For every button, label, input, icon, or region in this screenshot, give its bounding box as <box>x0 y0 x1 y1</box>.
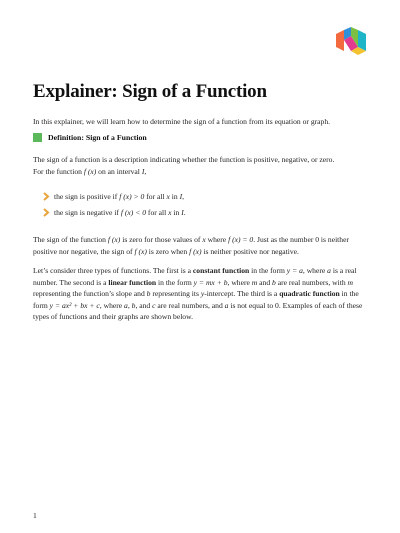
bullet-positive <box>42 192 184 201</box>
math-interval: I <box>141 166 145 176</box>
text: is not equal to 0. Examples of each of these types of functions and their graphs are shown below. <box>33 300 363 322</box>
term-constant-function: constant function <box>192 266 250 275</box>
text: , where <box>302 266 328 275</box>
definition-marker-icon <box>33 133 42 142</box>
text: , where <box>227 277 252 287</box>
definition-line-2-text: on an interval <box>96 166 142 176</box>
text: in the form <box>33 289 359 310</box>
page-title: Explainer: Sign of a Function <box>33 81 267 102</box>
text: , and <box>135 300 153 310</box>
math-inequality: f (x) < 0 <box>120 208 147 217</box>
math-equation: f (x) = 0 <box>228 235 254 244</box>
text: The sign of the function <box>33 235 108 244</box>
intro-paragraph: In this explainer, we will learn how to determine the sign of a function from its equation or graph. <box>33 117 331 126</box>
bullet-text: in <box>169 192 180 201</box>
text: is a real number. The second is a <box>33 266 357 287</box>
math-var: m <box>251 277 258 287</box>
text: are real numbers, and <box>155 300 225 310</box>
text: is neither positive nor negative. <box>201 246 299 256</box>
bullet-negative <box>42 208 186 217</box>
bullet-text: , <box>182 192 185 201</box>
math-var: a <box>124 300 128 310</box>
definition-text <box>33 154 368 177</box>
math-x: x <box>202 235 206 244</box>
math-var: y <box>200 289 205 299</box>
math-var: a <box>224 300 229 310</box>
text: is zero for those values of <box>120 235 203 244</box>
math-var: b <box>272 277 276 287</box>
math-var: c <box>152 300 156 310</box>
math-var: m <box>347 277 354 287</box>
bullet-text: the sign is positive if <box>54 192 120 201</box>
text: are real numbers, with <box>275 277 348 287</box>
math-inequality: f (x) > 0 <box>119 192 145 201</box>
page-number: 1 <box>33 511 37 520</box>
math-interval: I <box>181 208 184 217</box>
text: in the form <box>249 266 287 275</box>
definition-heading-text: Definition: Sign of a Function <box>48 133 147 142</box>
math-equation: y = a <box>286 266 303 275</box>
text: , <box>127 300 132 310</box>
nagwa-logo-icon <box>336 27 366 55</box>
definition-line-2-text: , <box>144 166 147 176</box>
definition-line-2-text: For the function <box>33 166 84 176</box>
math-fx: f (x) <box>134 246 147 256</box>
bullet-text: in <box>171 208 182 217</box>
math-x: x <box>166 192 170 201</box>
text: -intercept. The third is a <box>204 289 280 299</box>
chevron-right-icon <box>42 192 50 201</box>
definition-heading <box>33 133 147 142</box>
math-fx: f (x) <box>189 246 202 256</box>
text: where <box>205 235 229 244</box>
definition-line-1: The sign of a function is a description indicating whether the function is positive, negative, or zero. <box>33 155 335 164</box>
math-equation: y = mx + b <box>193 277 228 287</box>
text: representing its <box>150 289 201 299</box>
text: in the form <box>156 277 194 287</box>
chevron-right-icon <box>42 208 50 217</box>
math-var: b <box>146 289 151 299</box>
bullet-text: the sign is negative if <box>54 208 121 217</box>
bullet-text: for all <box>146 208 169 217</box>
math-equation: y = ax² + bx + c <box>49 300 100 310</box>
text: representing the function’s slope and <box>33 289 147 299</box>
math-fx: f (x) <box>83 166 97 176</box>
zero-sign-paragraph <box>33 234 368 257</box>
term-quadratic-function: quadratic function <box>279 289 340 299</box>
math-fx: f (x) <box>107 235 121 244</box>
text: Let’s consider three types of functions. The first is a <box>33 266 193 275</box>
text: . Just as the number 0 is neither positive nor negative, the sign of <box>33 235 349 256</box>
function-types-paragraph <box>33 265 368 323</box>
bullet-text: . <box>183 208 186 217</box>
math-interval: I <box>179 192 183 201</box>
math-var: b <box>131 300 136 310</box>
math-var: a <box>327 266 331 275</box>
text: , where <box>99 300 125 310</box>
text: is zero when <box>146 246 190 256</box>
bullet-text: for all <box>144 192 167 201</box>
text: and <box>257 277 273 287</box>
term-linear-function: linear function <box>108 277 157 287</box>
math-x: x <box>168 208 172 217</box>
